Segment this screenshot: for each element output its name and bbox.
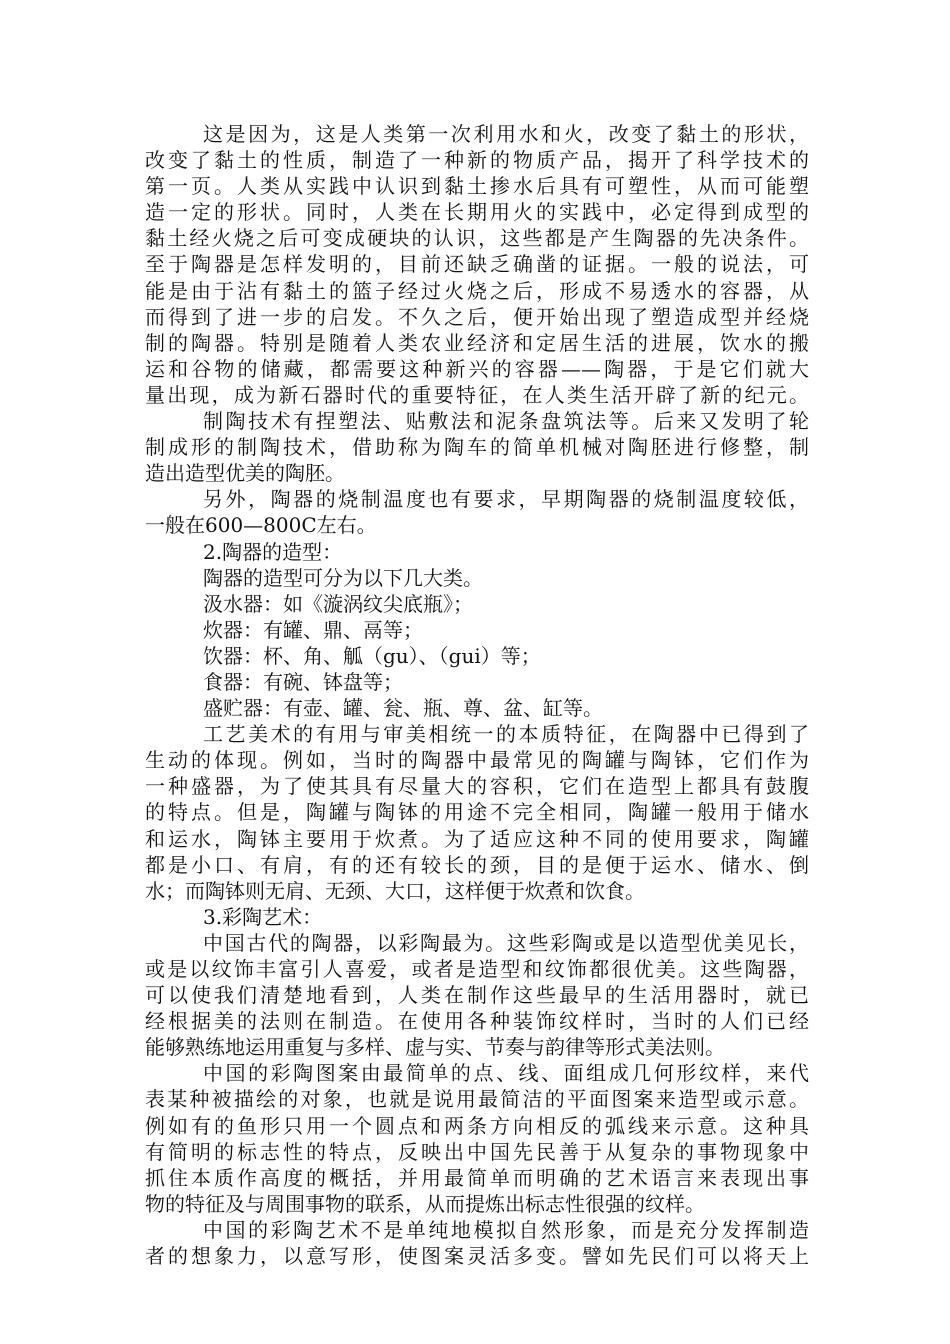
- text-line: 者的想象力，以意写形，使图案灵活多变。譬如先民们可以将天上: [145, 1244, 809, 1269]
- text-line: 中国的彩陶艺术不是单纯地模拟自然形象，而是充分发挥制造: [203, 1217, 809, 1242]
- text-line: 改变了黏土的性质，制造了一种新的物质产品，揭开了科学技术的: [145, 148, 809, 173]
- text-line: 造一定的形状。同时，人类在长期用火的实践中，必定得到成型的: [145, 200, 809, 225]
- paragraph-painted-pottery-intro: [145, 930, 809, 1060]
- paragraph-pottery-origin: [145, 121, 809, 408]
- text-line: 抓住本质作高度的概括，并用最简单而明确的艺术语言来表现出事: [145, 1165, 809, 1190]
- paragraph-function-and-beauty: [145, 721, 809, 904]
- list-item-food-vessel: 食器：有碗、钵盘等；: [203, 669, 403, 694]
- text-line: 另外，陶器的烧制温度也有要求，早期陶器的烧制温度较低，: [203, 487, 809, 512]
- text-line: 能够熟练地运用重复与多样、虚与实、节奏与韵律等形式美法则。: [145, 1035, 725, 1060]
- text-line: 至于陶器是怎样发明的，目前还缺乏确凿的证据。一般的说法，可: [145, 252, 809, 277]
- text-line: 中国古代的陶器，以彩陶最为。这些彩陶或是以造型优美见长，: [203, 930, 809, 955]
- text-line: 造出造型优美的陶胚。: [145, 461, 345, 486]
- text-line: 第一页。人类从实践中认识到黏土掺水后具有可塑性，从而可能塑: [145, 174, 809, 199]
- text-line: 黏土经火烧之后可变成硬块的认识，这些都是产生陶器的先决条件。: [145, 226, 809, 251]
- paragraph-imagination: [145, 1217, 809, 1269]
- text-line: 而得到了进一步的启发。不久之后，便开始出现了塑造成型并经烧: [145, 304, 809, 329]
- text-line: 工艺美术的有用与审美相统一的本质特征，在陶器中已得到了: [203, 722, 809, 747]
- text-line: 这是因为，这是人类第一次利用水和火，改变了黏土的形状，: [203, 122, 809, 146]
- text-line: 都是小口、有肩，有的还有较长的颈，目的是便于运水、储水、倒: [145, 852, 809, 877]
- heading-section-3: 3.彩陶艺术：: [203, 904, 323, 929]
- heading-section-2: 2.陶器的造型：: [203, 539, 343, 564]
- text-line: 制的陶器。特别是随着人类农业经济和定居生活的进展，饮水的搬: [145, 330, 809, 355]
- list-item-storage-vessel: 盛贮器：有壶、罐、瓮、瓶、尊、盆、缸等。: [203, 696, 603, 721]
- text-line: 和运水，陶钵主要用于炊煮。为了适应这种不同的使用要求，陶罐: [145, 826, 809, 851]
- text-line: 或是以纹饰丰富引人喜爱，或者是造型和纹饰都很优美。这些陶器，: [145, 957, 809, 981]
- paragraph-firing-temperature: [145, 486, 809, 538]
- text-line: 有简明的标志性的特点，反映出中国先民善于从复杂的事物现象中: [145, 1139, 809, 1164]
- list-item-cooking-vessel: 炊器：有罐、鼎、鬲等；: [203, 617, 423, 642]
- text-line: 一般在600—800C左右。: [145, 513, 377, 538]
- text-line: 可以使我们清楚地看到，人类在制作这些最早的生活用器时，就已: [145, 983, 809, 1008]
- text-line: 制陶技术有捏塑法、贴敷法和泥条盘筑法等。后来又发明了轮: [203, 409, 809, 434]
- text-line: 物的特征及与周围事物的联系，从而提炼出标志性很强的纹样。: [145, 1191, 705, 1216]
- text-line: 一种盛器，为了使其具有尽量大的容积，它们在造型上都具有鼓腹: [145, 774, 809, 799]
- text-line: 经根据美的法则在制造。在使用各种装饰纹样时，当时的人们已经: [145, 1009, 809, 1034]
- text-line: 运和谷物的储藏，都需要这种新兴的容器——陶器，于是它们就大: [145, 356, 809, 381]
- text-line: 能是由于沾有黏土的篮子经过火烧之后，形成不易透水的容器，从: [145, 278, 809, 303]
- text-line: 例如有的鱼形只用一个圆点和两条方向相反的弧线来示意。这种具: [145, 1113, 809, 1138]
- text-line: 生动的体现。例如，当时的陶器中最常见的陶罐与陶钵，它们作为: [145, 748, 809, 773]
- paragraph-categories-intro: 陶器的造型可分为以下几大类。: [203, 565, 483, 590]
- text-line: 制成形的制陶技术，借助称为陶车的简单机械对陶胚进行修整，制: [145, 435, 809, 460]
- paragraph-pattern-design: [145, 1060, 809, 1217]
- text-line: 水；而陶钵则无肩、无颈、大口，这样便于炊煮和饮食。: [145, 878, 645, 903]
- text-line: 的特点。但是，陶罐与陶钵的用途不完全相同，陶罐一般用于储水: [145, 800, 809, 825]
- text-line: 表某种被描绘的对象，也就是说用最简洁的平面图案来造型或示意。: [145, 1087, 809, 1112]
- document-page: [145, 121, 809, 1269]
- text-line: 量出现，成为新石器时代的重要特征，在人类生活开辟了新的纪元。: [145, 382, 809, 407]
- text-line: 中国的彩陶图案由最简单的点、线、面组成几何形纹样，来代: [203, 1061, 809, 1086]
- list-item-drinking-vessel: 饮器：杯、角、觚（gu）、（gui）等；: [203, 643, 541, 668]
- list-item-water-vessel: 汲水器：如《漩涡纹尖底瓶》；: [203, 591, 473, 616]
- paragraph-techniques: [145, 408, 809, 486]
